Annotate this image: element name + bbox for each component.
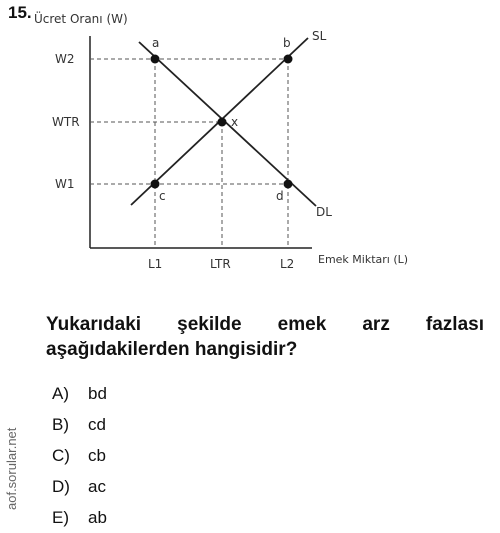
option-a[interactable] (52, 378, 107, 409)
point-c (151, 180, 160, 189)
point-label-b: b (283, 36, 291, 50)
option-letter: A) (52, 383, 69, 403)
x-tick-ltr: LTR (210, 257, 231, 271)
point-b (284, 55, 293, 64)
option-b[interactable] (52, 409, 107, 440)
x-tick-l2: L2 (280, 257, 295, 271)
point-label-x: x (231, 115, 239, 129)
point-d (284, 180, 293, 189)
question-line-1: Yukarıdaki şekilde emek arz fazlası (46, 314, 484, 335)
point-x (218, 118, 227, 127)
question-number: 15. (8, 3, 32, 22)
option-c[interactable] (52, 440, 107, 471)
question-text (46, 312, 484, 362)
y-tick-wtr: WTR (52, 115, 80, 129)
y-tick-w1: W1 (55, 177, 75, 191)
option-text: cb (88, 445, 106, 465)
option-e[interactable] (52, 502, 107, 533)
x-tick-l1: L1 (148, 257, 163, 271)
point-a (151, 55, 160, 64)
option-d[interactable] (52, 471, 107, 502)
answer-options (52, 378, 107, 533)
option-letter: C) (52, 445, 70, 465)
y-axis-title: Ücret Oranı (W) (34, 12, 128, 26)
option-letter: B) (52, 414, 69, 434)
option-text: ab (88, 507, 107, 527)
y-tick-w2: W2 (55, 52, 75, 66)
point-label-c: c (159, 189, 166, 203)
question-line-2: aşağıdakilerden hangisidir? (46, 339, 298, 360)
option-letter: E) (52, 507, 69, 527)
option-text: cd (88, 414, 106, 434)
option-text: bd (88, 383, 107, 403)
option-letter: D) (52, 476, 70, 496)
point-label-a: a (152, 36, 160, 50)
demand-label: DL (316, 205, 332, 219)
option-text: ac (88, 476, 106, 496)
x-axis-title: Emek Miktarı (L) (318, 253, 409, 266)
supply-label: SL (312, 29, 327, 43)
watermark: aof.sorular.net (4, 427, 19, 510)
point-label-d: d (276, 189, 284, 203)
